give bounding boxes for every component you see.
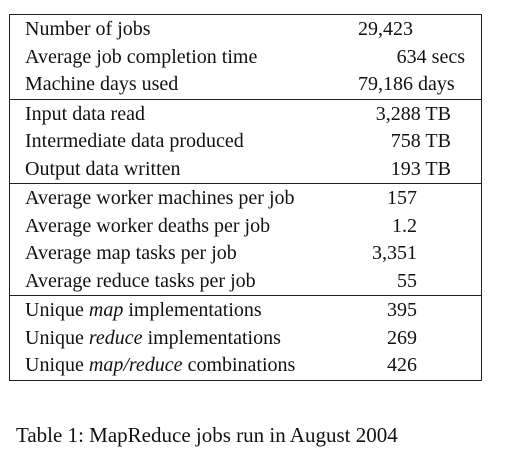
row-label-text: implementations [142, 326, 281, 349]
row-value: 55 [397, 269, 417, 292]
row-label-text: Input data read [25, 102, 145, 125]
table-group-3 [10, 183, 481, 295]
table-row [10, 325, 481, 353]
table-row [10, 297, 481, 325]
row-label-text: Average worker deaths per job [25, 214, 271, 237]
row-label [25, 185, 295, 213]
table-row [10, 128, 481, 156]
row-label-text: Machine days used [25, 73, 179, 95]
table-row [10, 213, 481, 241]
table-row [10, 101, 481, 129]
row-value: 426 [387, 354, 417, 376]
table-group-4 [10, 295, 481, 380]
row-label [25, 44, 257, 72]
table-group-1 [10, 15, 481, 99]
table-row [10, 352, 481, 380]
row-value: 157 [387, 187, 417, 209]
row-value: 193 TB [390, 157, 451, 180]
row-value: 634 secs [396, 45, 465, 68]
row-label [25, 156, 181, 184]
row-value: 29,423 [358, 18, 413, 40]
table-row [10, 16, 481, 44]
table-caption: Table 1: MapReduce jobs run in August 2004 [16, 423, 398, 447]
row-value: 3,351 [372, 242, 417, 264]
table-group-2 [10, 99, 481, 184]
row-label-text: Output data written [25, 157, 181, 180]
row-value: 1.2 [392, 214, 417, 237]
row-label-text: Average map tasks per job [25, 242, 237, 264]
row-label [25, 240, 237, 268]
row-label [25, 352, 295, 380]
row-value: 395 [387, 299, 417, 321]
table-row [10, 268, 481, 296]
row-label-text: Average job completion time [25, 45, 258, 68]
row-value: 269 [387, 326, 417, 349]
row-value: 3,288 TB [375, 102, 451, 125]
table-row [10, 44, 481, 72]
row-label-text: Unique [25, 354, 89, 376]
row-label-italic: map/reduce [88, 354, 183, 376]
table-row [10, 240, 481, 268]
row-label-italic: reduce [88, 326, 143, 349]
row-label-text: Average worker machines per job [25, 187, 295, 209]
row-label-text: Unique [25, 326, 89, 349]
row-label [25, 213, 270, 241]
row-label-text: combinations [182, 354, 296, 376]
row-value: 79,186 days [358, 73, 455, 95]
row-label [25, 128, 244, 156]
row-label-text: Intermediate data produced [25, 130, 244, 152]
table-row [10, 185, 481, 213]
row-label [25, 71, 178, 99]
row-label [25, 268, 256, 296]
stats-table [9, 14, 482, 381]
row-label-italic: map [88, 299, 124, 321]
row-label-text: Number of jobs [25, 18, 151, 40]
row-label-text: Average reduce tasks per job [25, 269, 256, 292]
row-label-text: implementations [123, 299, 262, 321]
row-label [25, 325, 281, 353]
row-value: 758 TB [390, 130, 451, 152]
row-label-text: Unique [25, 299, 89, 321]
row-label [25, 101, 145, 129]
table-row [10, 156, 481, 184]
row-label [25, 297, 262, 325]
table-row [10, 71, 481, 99]
row-label [25, 16, 151, 44]
